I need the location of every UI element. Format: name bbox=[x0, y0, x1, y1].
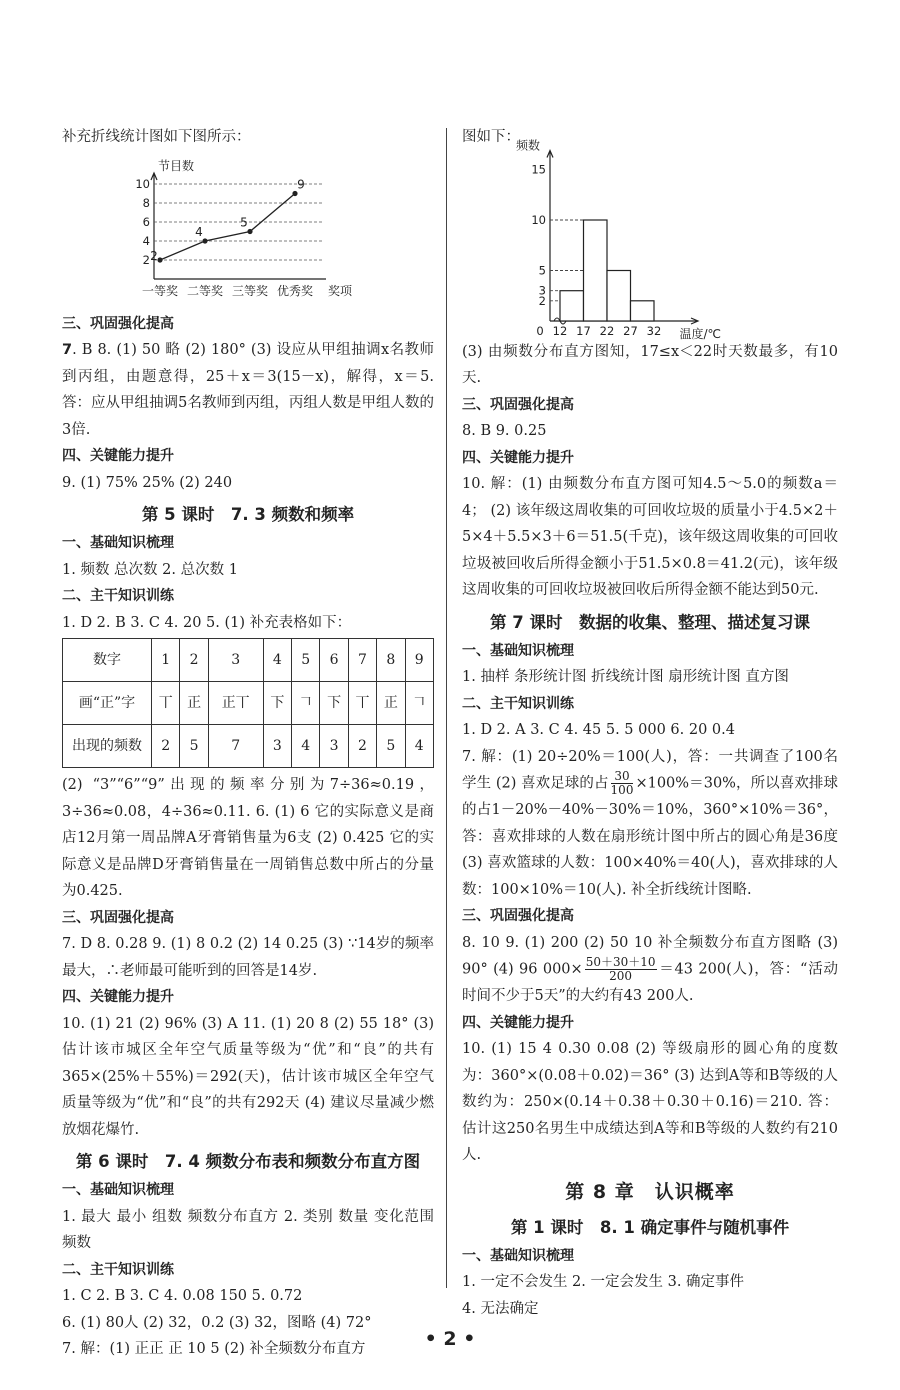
lesson-title: 第 6 课时 7. 4 频数分布表和频数分布直方图 bbox=[75, 1152, 421, 1171]
answer-paragraph: 7. D 8. 0.28 9. (1) 8 0.2 (2) 14 0.25 (3) ∵14岁的频率最大，∴老师最可能听到的回答是14岁. bbox=[62, 936, 434, 979]
section-heading: 三、巩固强化提高 bbox=[462, 908, 574, 924]
y-axis-label: 频数 bbox=[516, 138, 541, 152]
x-axis-label: 温度/℃ bbox=[679, 326, 722, 341]
x-tick-label: 12 bbox=[552, 323, 568, 338]
answer-paragraph: 10. (1) 21 (2) 96% (3) A 11. (1) 20 8 (2) 55 18° (3) 估计该市城区全年空气质量等级为“优”和“良”的共有365×(25%＋55%)＝292(天)，估计该市城区全年空气质量等级为“优”和“良”的共有292天 (4) 建议尽量减少燃放烟花爆竹. bbox=[62, 1015, 434, 1138]
table-cell: 𠃍 bbox=[292, 682, 320, 725]
table-cell: 2 bbox=[180, 639, 208, 682]
x-tick-label: 22 bbox=[599, 323, 615, 338]
data-point bbox=[157, 257, 162, 262]
column-divider bbox=[446, 128, 447, 1288]
page-number: • 2 • bbox=[424, 1328, 476, 1350]
y-tick-label: 10 bbox=[531, 212, 546, 227]
section-heading: 三、巩固强化提高 bbox=[62, 315, 174, 332]
origin-label: 0 bbox=[536, 323, 544, 338]
table-row bbox=[63, 682, 434, 725]
section-heading: 二、主干知识训练 bbox=[62, 588, 174, 604]
x-tick-label: 一等奖 bbox=[141, 283, 179, 298]
table-cell: 7 bbox=[208, 725, 263, 768]
answer-paragraph: (2) “3”“6”“9”出现的频率分别为7÷36≈0.19，3÷36≈0.08，4÷36≈0.11. 6. (1) 6 它的实际意义是商店12月第一周品牌A牙膏销售量为6支 (2) 0.425 它的实际意义是品牌D牙膏销售量在一周销售总数中所占的分量为0.425. bbox=[62, 777, 434, 899]
table-cell: 5 bbox=[292, 639, 320, 682]
table-row bbox=[63, 725, 434, 768]
answer-paragraph: 4. 无法确定 bbox=[462, 1300, 539, 1317]
section-heading: 二、主干知识训练 bbox=[462, 695, 574, 712]
table-cell: 3 bbox=[263, 725, 291, 768]
table-cell: 5 bbox=[377, 725, 405, 768]
histogram-bar bbox=[560, 290, 584, 320]
table-cell: 4 bbox=[405, 725, 434, 768]
table-cell: 5 bbox=[180, 725, 208, 768]
table-cell: 3 bbox=[208, 639, 263, 682]
data-label: 9 bbox=[297, 177, 305, 191]
table-row-header: 数字 bbox=[63, 639, 152, 682]
table-row-header: 出现的频数 bbox=[63, 725, 152, 768]
table-cell: 𠃍 bbox=[405, 682, 434, 725]
table-cell: 8 bbox=[377, 639, 405, 682]
table-cell: 1 bbox=[152, 639, 180, 682]
table-cell: 2 bbox=[152, 725, 180, 768]
x-tick-label: 17 bbox=[576, 323, 591, 338]
section-heading: 四、关键能力提升 bbox=[462, 449, 574, 466]
y-tick-label: 15 bbox=[531, 162, 546, 176]
lesson-title: 第 7 课时 数据的收集、整理、描述复习课 bbox=[490, 612, 810, 632]
answer-paragraph: 1. 抽样 条形统计图 折线统计图 扇形统计图 直方图 bbox=[462, 669, 789, 685]
section-heading: 三、巩固强化提高 bbox=[462, 396, 574, 413]
table-cell: 下 bbox=[263, 682, 291, 725]
histogram-bar bbox=[607, 270, 631, 321]
data-point bbox=[202, 238, 207, 243]
table-cell: 6 bbox=[320, 639, 348, 682]
table-cell: 丅 bbox=[348, 682, 376, 725]
answer-paragraph: 8. 10 9. (1) 200 (2) 50 10 补全频数分布直方图略 (3) 90° (4) 96 000× $\frac{50+30+10}{200}$ ＝43 200(人)，答：“活动时间不少于5天”的大约有43 200人. bbox=[462, 934, 839, 1004]
x-tick-label: 32 bbox=[646, 323, 662, 338]
line-chart-intro: 补充折线统计图如下图所示： bbox=[62, 129, 251, 145]
table-cell: 4 bbox=[263, 639, 291, 682]
section-heading: 一、基础知识梳理 bbox=[462, 1247, 574, 1264]
section-heading: 四、关键能力提升 bbox=[62, 448, 174, 464]
left-column bbox=[62, 124, 434, 1363]
table-cell: 正 bbox=[377, 682, 405, 725]
fraction: $\frac{50+30+10}{200}$ bbox=[585, 955, 656, 983]
table-row-header: 画“正”字 bbox=[63, 682, 152, 725]
data-point bbox=[292, 190, 297, 195]
answer-paragraph: 7. B 8. (1) 50 略 (2) 180° (3) 设应从甲组抽调x名教师到丙组，由题意得，25＋x＝3(15－x)，解得，x＝5. 答：应从甲组抽调5名教师到丙组，丙组人数是甲组人数的3倍. bbox=[62, 342, 434, 438]
answer-paragraph: 10. (1) 15 4 0.30 0.08 (2) 等级扇形的圆心角的度数为：360°×(0.08＋0.02)＝36° (3) 达到A等和B等级的人数约为：250×(0.14＋0.38＋0.30＋0.16)＝210. 答：估计这250名男生中成绩达到A等和B等级的人数约有210人. bbox=[462, 1041, 838, 1163]
x-tick-label: 二等奖 bbox=[186, 283, 224, 298]
answer-paragraph: (3) 由频数分布直方图知，17≤x＜22时天数最多，有10天. bbox=[462, 343, 838, 386]
y-tick-label: 5 bbox=[538, 263, 546, 277]
fraction: $\frac{30}{100}$ bbox=[610, 769, 634, 797]
answer-paragraph: 6. (1) 80人 (2) 32，0.2 (3) 32，图略 (4) 72° bbox=[62, 1314, 372, 1331]
section-heading: 四、关键能力提升 bbox=[62, 989, 174, 1005]
data-point bbox=[247, 228, 252, 233]
histogram-bar bbox=[631, 300, 655, 320]
table-cell: 正 bbox=[180, 682, 208, 725]
table-cell: 正丅 bbox=[208, 682, 263, 725]
section-heading: 一、基础知识梳理 bbox=[62, 535, 174, 551]
histogram-bar bbox=[584, 220, 608, 321]
x-tick-label: 优秀奖 bbox=[276, 283, 314, 298]
answer-paragraph: 1. 一定不会发生 2. 一定会发生 3. 确定事件 bbox=[462, 1274, 745, 1290]
series-line bbox=[160, 193, 295, 260]
data-label: 5 bbox=[240, 215, 248, 229]
answer-paragraph: 10. 解：(1) 由频数分布直方图可知4.5～5.0的频数a＝4； (2) 该年级这周收集的可回收垃圾的质量小于4.5×2＋5×4＋5.5×3＋6＝51.5(千克)，该年级这周收集的可回收垃圾被回收后所得金额小于51.5×0.8＝41.2(元)，该年级这周收集的可回收垃圾被回收后所得金额不能达到50元. bbox=[462, 476, 838, 598]
table-cell: 3 bbox=[320, 725, 348, 768]
section-heading: 二、主干知识训练 bbox=[62, 1261, 174, 1278]
y-tick-label: 2 bbox=[538, 293, 546, 308]
x-tick-label: 三等奖 bbox=[231, 283, 269, 298]
histogram-chart bbox=[508, 138, 768, 341]
table-cell: 4 bbox=[292, 725, 320, 768]
data-label: 4 bbox=[195, 224, 203, 239]
lesson-title: 第 1 课时 8. 1 确定事件与随机事件 bbox=[510, 1217, 790, 1237]
answer-paragraph: 1. D 2. B 3. C 4. 20 5. (1) 补充表格如下： bbox=[62, 614, 352, 631]
answer-paragraph: 1. D 2. A 3. C 4. 45 5. 5 000 6. 20 0.4 bbox=[462, 722, 735, 738]
lesson-title: 第 5 课时 7. 3 频数和频率 bbox=[141, 505, 355, 524]
y-tick-label: 8 bbox=[142, 195, 150, 210]
table-cell: 2 bbox=[348, 725, 376, 768]
section-heading: 一、基础知识梳理 bbox=[62, 1182, 174, 1198]
answer-paragraph: 1. 频数 总次数 2. 总次数 1 bbox=[62, 561, 238, 578]
y-tick-label: 2 bbox=[142, 252, 150, 267]
answer-paragraph: 8. B 9. 0.25 bbox=[462, 423, 547, 439]
line-chart bbox=[135, 151, 440, 311]
y-tick-label: 6 bbox=[142, 214, 150, 229]
table-cell: 下 bbox=[320, 682, 348, 725]
y-tick-label: 4 bbox=[142, 233, 150, 248]
answer-paragraph: 7. 解：(1) 20÷20%＝100(人)，答：一共调查了100名学生 (2) 喜欢足球的占 $\frac{30}{100}$ ×100%＝30%，所以喜欢排球的占1－20%－40%－30%＝10%，360°×10%＝36°，答：喜欢排球的人数在扇形统计图中所占的圆心角是36度 (3) 喜欢篮球的人数：100×40%＝40(人)，喜欢排球的人数：100×10%＝10(人). 补全折线统计图略. bbox=[462, 748, 838, 898]
answer-paragraph: 7. 解：(1) 正正 正 10 5 (2) 补全频数分布直方 bbox=[62, 1341, 366, 1357]
section-heading: 三、巩固强化提高 bbox=[62, 909, 174, 926]
y-tick-label: 10 bbox=[135, 176, 150, 191]
data-label: 2 bbox=[150, 248, 158, 263]
right-column bbox=[462, 124, 838, 1322]
table-cell: 7 bbox=[348, 639, 376, 682]
table-cell: 9 bbox=[405, 639, 434, 682]
x-tick-label: 27 bbox=[623, 323, 638, 338]
x-tick-label: 奖项 bbox=[327, 283, 353, 298]
histogram-intro: 图如下： bbox=[462, 129, 520, 145]
y-axis-label: 节目数 bbox=[158, 158, 195, 173]
frequency-table bbox=[62, 638, 434, 768]
section-heading: 一、基础知识梳理 bbox=[462, 642, 574, 659]
table-cell: 丅 bbox=[152, 682, 180, 725]
section-heading: 四、关键能力提升 bbox=[462, 1014, 574, 1031]
answer-paragraph: 9. (1) 75% 25% (2) 240 bbox=[62, 474, 233, 491]
y-tick-label: 3 bbox=[538, 283, 546, 298]
answer-paragraph: 1. 最大 最小 组数 频数分布直方 2. 类别 数量 变化范围 频数 bbox=[62, 1208, 434, 1251]
chapter-title: 第 8 章 认识概率 bbox=[565, 1180, 735, 1203]
table-row bbox=[63, 639, 434, 682]
answer-paragraph: 1. C 2. B 3. C 4. 0.08 150 5. 0.72 bbox=[62, 1288, 303, 1304]
